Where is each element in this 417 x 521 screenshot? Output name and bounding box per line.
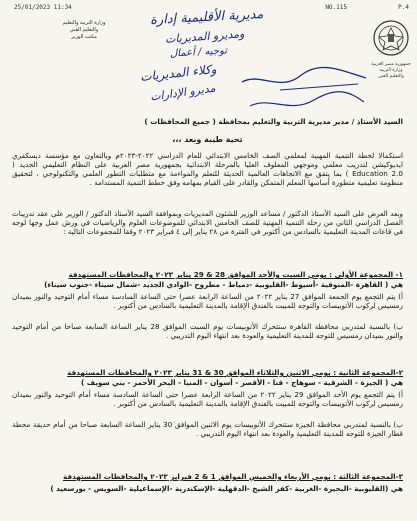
- letter-paragraph: وبعد العرض على السيد الأستاذ الدكتور / مساعد الوزير للشئون المديريات وبموافقة السيد الأستاذ الدكتور / الوزير على عقد تدريبات الفصل الدراسي الثاني من رحلة التنمية المهنية للصف الخامس الابتدائي للموضوعات العلوم والرياضيات في ورش عمل وجها لوجه في قاعات المدينة التعليمية بالسادس من أكتوبر في الفترة من ٢٨ يناير إلى ٤ فبراير ٢٠٢٣ وفقا للمجموعات التالية :: [12, 209, 403, 236]
- ministry-line: والتعليم الفني: [69, 27, 99, 33]
- group-instruction: أ) يتم التجمع يوم الأحد الموافق 29 يناير ٢٠٢٢ من الساعة الرابعة عصرا حتى الساعة السادسة مساء أمام التوحيد والنور بميدان رمسيس لركوب الأتوبيسات والتوجه للمبيت بالفندق الإقامة بالمدينة التعليمية بالسادس من أكتوبر .: [12, 390, 403, 408]
- ministry-header: [54, 20, 114, 41]
- logo-caption-line: والتعليم الفني: [378, 74, 404, 79]
- letter-paragraph: استكمالا لخطة التنمية المهنية لمعلمي الصف الخامس الابتدائي للعام الدراسي ٢٠٢٢-٢٠٢٣م وبالتعاون مع مؤسسة ديسكفري ايديوكيشن لتدريب معلمي وموجهي المعلوف العليا بالمرحلة الابتدائية بجمهورية مصر العربية على النظام التعليمي الجديد ( Education 2.0 ) بما يتفق مع الاتجاهات العالمية الحديثة للتعلم والمواءمة مع متطلبات التطور العلمي والتكنولوجي ، لتحقيق منظومة تعليمية متطورة أساسها المعلم المتمكن والقادر على القيام بمهامه وفق خطط التنمية المستدامة .: [12, 151, 403, 187]
- group-title: ١- المجموعة الأولى : يومي السبت والأحد الموافق 28 & 29 يناير ٢٠٢٣ والمحافظات المستهدفة: [68, 270, 403, 279]
- fax-timestamp: 25/01/2023 11:34: [14, 4, 72, 11]
- group-regions: هي (القليوبية -البحيرة -الغربية -كفر الشيخ -الدقهلية -الإسكندرية -الإسماعيلية -السويس - بورسعيد ): [50, 484, 403, 493]
- handwritten-scribble-icon: [240, 62, 370, 122]
- group-instruction: ب) بالنسبة لمتدربي محافظة الجيزة ستتحرك الأتوبيسات يوم الاثنين الموافق 30 يناير الساعة السابعة صباحا من أمام حديقة محطة قطار الجيزة للتوجه للمدينة التعليمية والعودة بعد انتهاء اليوم التدريبي .: [12, 420, 403, 438]
- group-regions: هي ( القاهرة -المنوفية -أسيوط -القليوبية -دمياط - مطروح -الوادي الجديد -شمال سيناء -جنوب سيناء): [44, 280, 403, 289]
- handwritten-note: ومديرو المديريات: [164, 27, 245, 46]
- ministry-line: مكتب الوزير: [71, 34, 97, 40]
- fax-number: NO.115: [325, 4, 347, 11]
- group-title: ٣-المجموعة الثالثة : يومي الأربعاء والخميس الموافق 1 & 2 فبراير ٢٠٢٣ والمحافظات المستهدفة: [63, 472, 403, 481]
- fax-page-number: P.4: [398, 4, 409, 11]
- handwritten-note: مديرو الإدارات: [149, 81, 217, 104]
- logo-caption-line: جمهورية مصر العربية: [371, 62, 411, 67]
- handwritten-note: وكلاء المديريات: [139, 62, 218, 84]
- handwritten-note: مديرية الأقليمية إدارة: [149, 7, 264, 28]
- group-instruction: أ) يتم التجمع يوم الجمعة الموافق 27 يناير ٢٠٢٢ من الساعة الرابعة عصرا حتى الساعة السادسة مساء أمام التوحيد والنور بميدان رمسيس لركوب الأتوبيسات والتوجه للمبيت بالفندق الإقامة بالمدينة التعليمية بالسادس من أكتوبر .: [12, 292, 404, 310]
- ministry-line: وزارة التربية والتعليم: [62, 20, 106, 26]
- group-instruction: ب) بالنسبة لمتدربي محافظة القاهرة ستتحرك الأتوبيسات يوم السبت الموافق 28 يناير الساعة السابعة صباحا من أمام التوحيد والنور بميدان رمسيس للتوجه للمدينة التعليمية والعودة بعد انتهاء اليوم التدريبي .: [12, 322, 403, 340]
- ministry-logo-icon: [371, 16, 411, 60]
- logo-caption: [369, 62, 413, 80]
- group-title: ٢-المجموعة الثانية : يومي الاثنين والثلاثاء الموافق 30 & 31 يناير ٢٠٢٣ والمحافظات المستهدفة: [67, 368, 403, 377]
- group-regions: هي ( الجيزة - الشرقية - سوهاج - قنا - الأقصر - أسوان - المنيا - البحر الأحمر - بني سويف ): [81, 378, 403, 387]
- letter-addressee: السيد الأستاذ / مدير مديرية التربية والتعليم بمحافظة ( جميع المحافظات ): [144, 117, 403, 126]
- handwritten-note: توجيه / أعمال: [169, 45, 228, 60]
- letter-greeting: تحية طيبة وبعد ،،،: [172, 135, 243, 144]
- logo-caption-line: وزارة التربية: [379, 68, 403, 73]
